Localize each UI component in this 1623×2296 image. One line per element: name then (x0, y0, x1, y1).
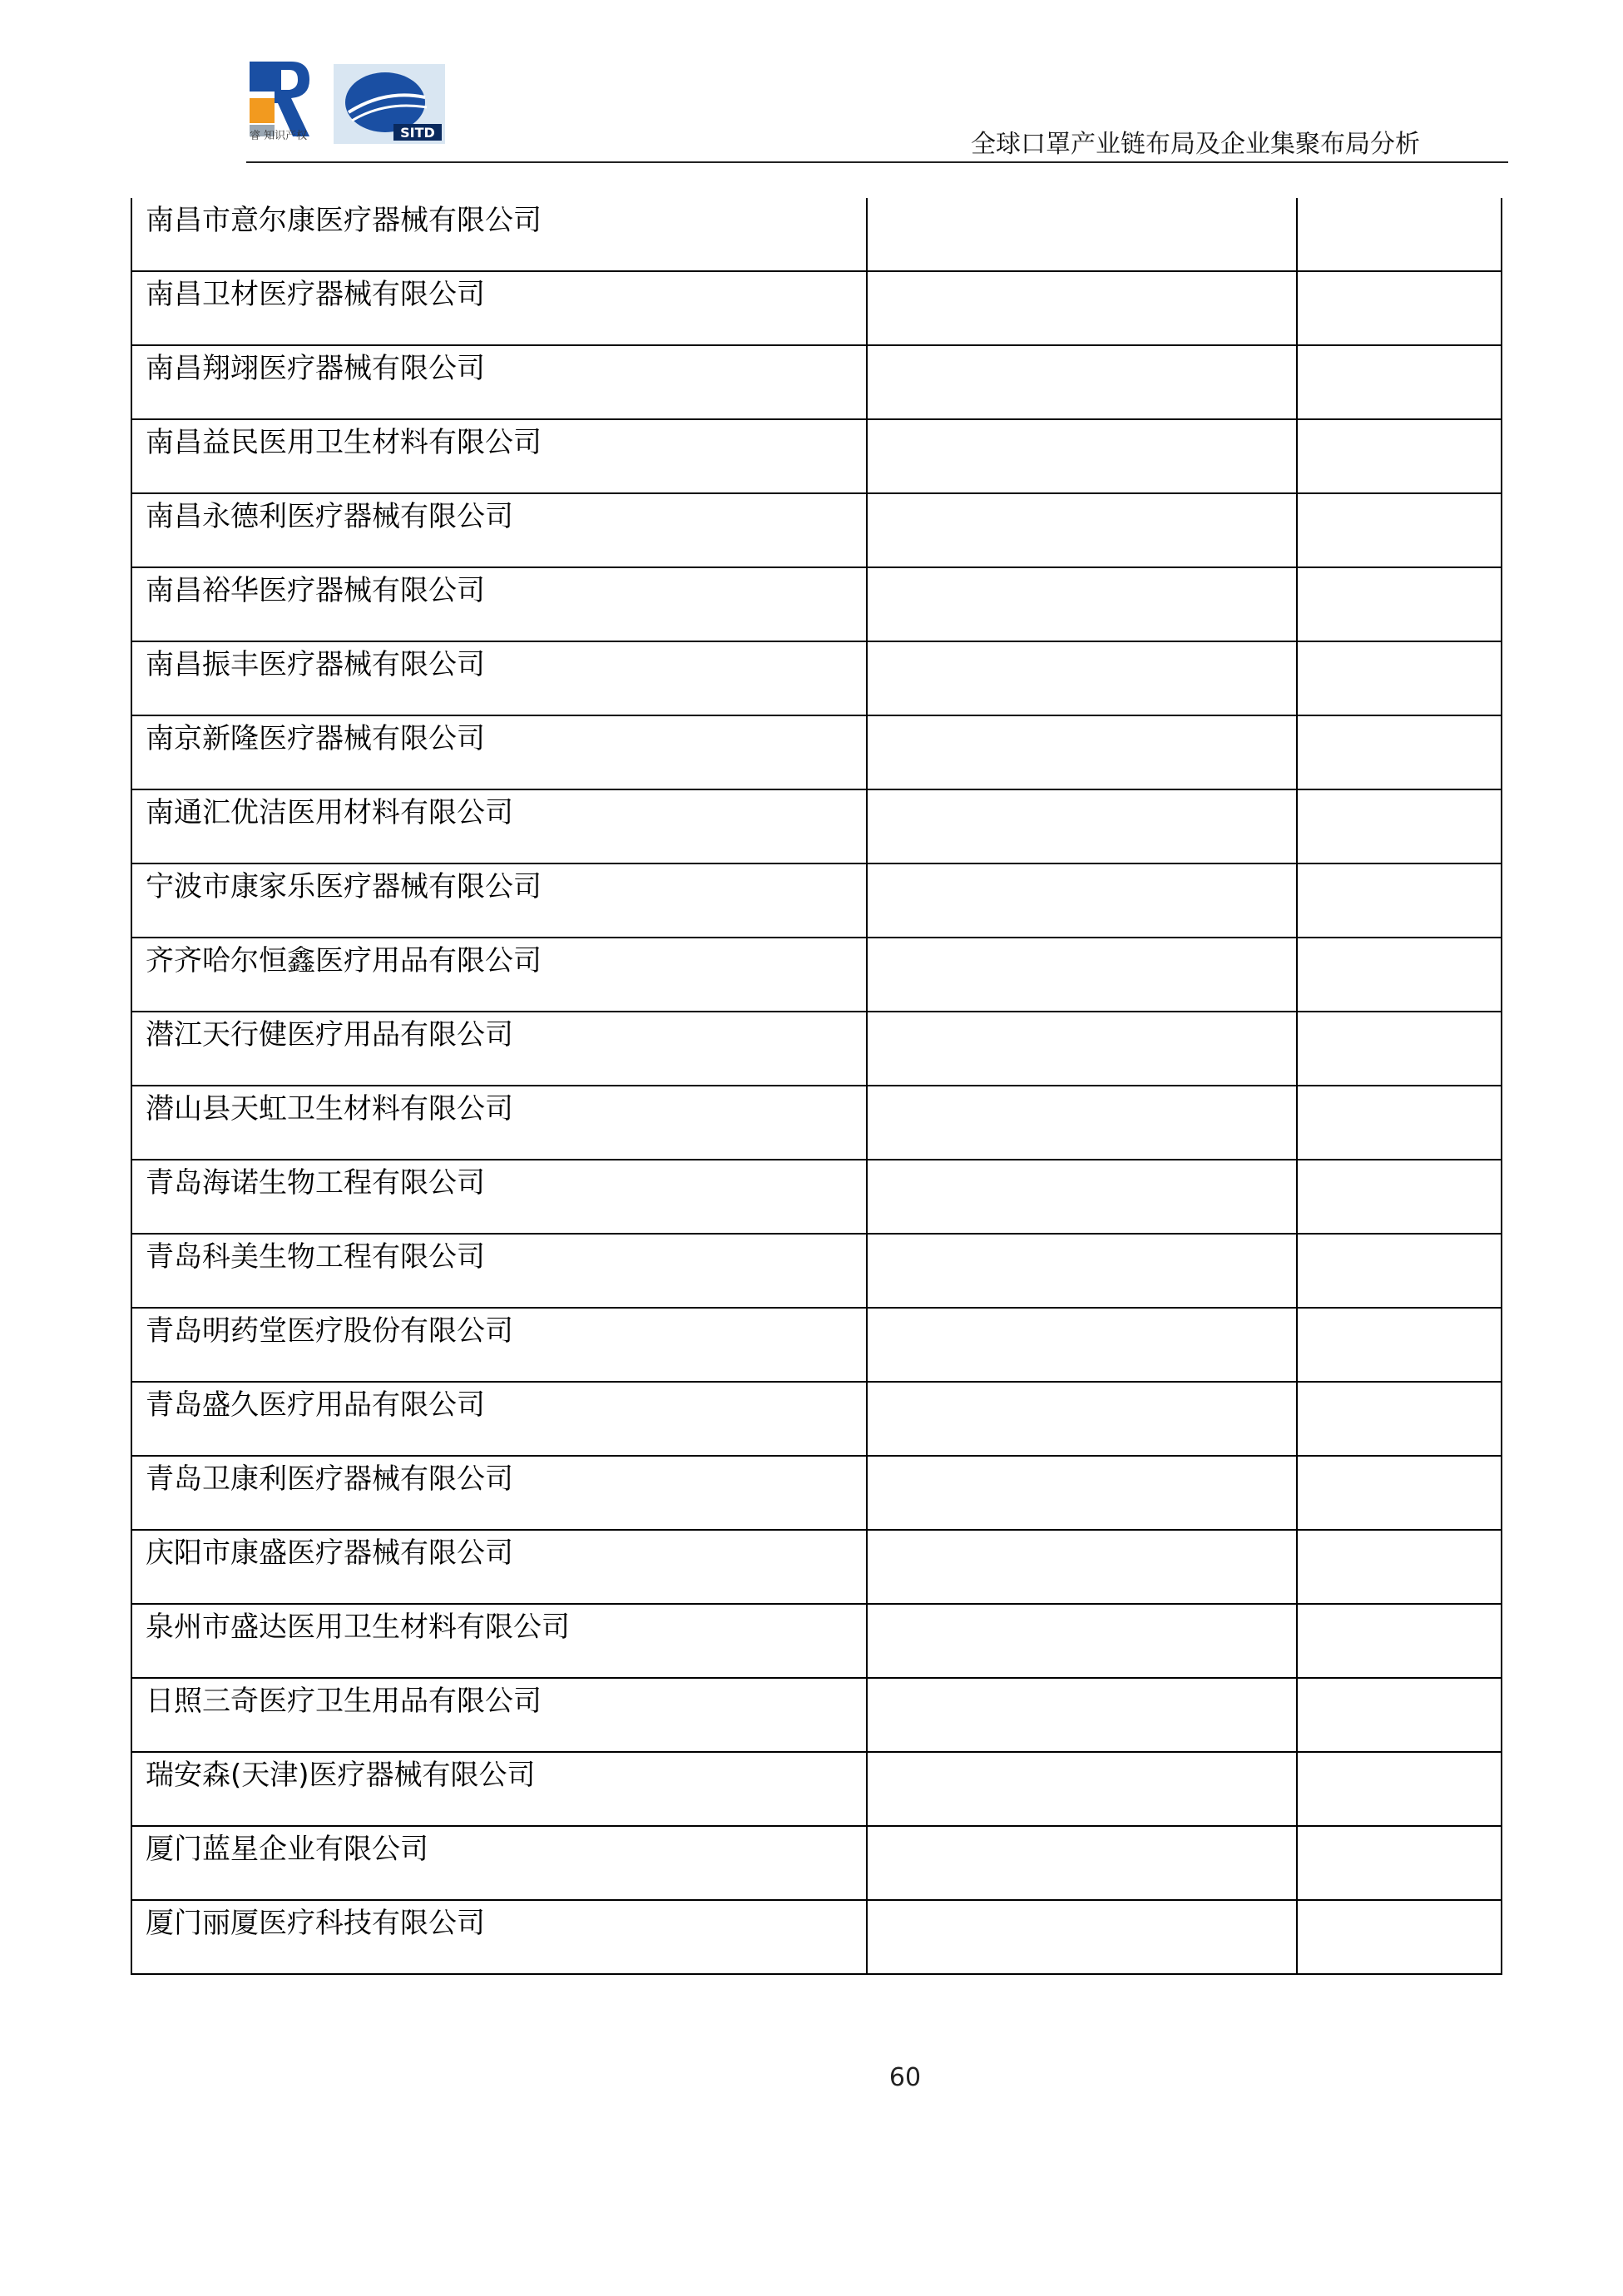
table-row (131, 1160, 1502, 1234)
empty-cell (1297, 1604, 1502, 1678)
company-name-cell: 南昌永德利医疗器械有限公司 (131, 493, 867, 567)
company-name-cell: 青岛海诺生物工程有限公司 (131, 1160, 867, 1234)
empty-cell (1297, 863, 1502, 938)
empty-cell (1297, 1012, 1502, 1086)
company-name-cell: 齐齐哈尔恒鑫医疗用品有限公司 (131, 938, 867, 1012)
company-name-cell: 厦门丽厦医疗科技有限公司 (131, 1900, 867, 1974)
header-divider (246, 161, 1508, 163)
empty-cell (867, 1826, 1297, 1900)
empty-cell (1297, 1086, 1502, 1160)
empty-cell (867, 863, 1297, 938)
table-row (131, 938, 1502, 1012)
empty-cell (1297, 1456, 1502, 1530)
company-name-cell: 南昌卫材医疗器械有限公司 (131, 271, 867, 345)
table-row (131, 715, 1502, 789)
empty-cell (1297, 715, 1502, 789)
empty-cell (867, 493, 1297, 567)
sitd-logo-text: SITD (400, 125, 435, 141)
empty-cell (867, 1456, 1297, 1530)
empty-cell (867, 567, 1297, 641)
empty-cell (1297, 271, 1502, 345)
company-table-body (131, 198, 1502, 1974)
empty-cell (867, 1752, 1297, 1826)
empty-cell (867, 1530, 1297, 1604)
empty-cell (1297, 1234, 1502, 1308)
empty-cell (867, 1234, 1297, 1308)
company-name-cell: 青岛卫康利医疗器械有限公司 (131, 1456, 867, 1530)
company-name-cell: 泉州市盛达医用卫生材料有限公司 (131, 1604, 867, 1678)
empty-cell (867, 641, 1297, 715)
table-row (131, 1530, 1502, 1604)
table-row (131, 789, 1502, 863)
table-row (131, 1086, 1502, 1160)
empty-cell (1297, 1160, 1502, 1234)
table-row (131, 419, 1502, 493)
table-row (131, 1382, 1502, 1456)
empty-cell (1297, 1530, 1502, 1604)
empty-cell (867, 1086, 1297, 1160)
header-title: 全球口罩产业链布局及企业集聚布局分析 (971, 130, 1420, 159)
table-row (131, 198, 1502, 271)
empty-cell (1297, 198, 1502, 271)
page-number: 60 (888, 2063, 922, 2092)
company-name-cell: 厦门蓝星企业有限公司 (131, 1826, 867, 1900)
company-name-cell: 南京新隆医疗器械有限公司 (131, 715, 867, 789)
table-row (131, 345, 1502, 419)
table-row (131, 1456, 1502, 1530)
empty-cell (867, 419, 1297, 493)
table-row (131, 567, 1502, 641)
company-name-cell: 瑞安森(天津)医疗器械有限公司 (131, 1752, 867, 1826)
company-name-cell: 南昌益民医用卫生材料有限公司 (131, 419, 867, 493)
table-row (131, 1752, 1502, 1826)
company-name-cell: 日照三奇医疗卫生用品有限公司 (131, 1678, 867, 1752)
empty-cell (1297, 1308, 1502, 1382)
sitd-logo (334, 64, 445, 144)
empty-cell (1297, 1382, 1502, 1456)
empty-cell (867, 715, 1297, 789)
company-name-cell: 南昌裕华医疗器械有限公司 (131, 567, 867, 641)
empty-cell (867, 1382, 1297, 1456)
empty-cell (867, 1900, 1297, 1974)
table-row (131, 271, 1502, 345)
table-row (131, 641, 1502, 715)
empty-cell (867, 1604, 1297, 1678)
company-name-cell: 南昌振丰医疗器械有限公司 (131, 641, 867, 715)
empty-cell (1297, 1678, 1502, 1752)
empty-cell (867, 938, 1297, 1012)
empty-cell (1297, 1752, 1502, 1826)
company-name-cell: 青岛科美生物工程有限公司 (131, 1234, 867, 1308)
company-name-cell: 青岛盛久医疗用品有限公司 (131, 1382, 867, 1456)
company-name-cell: 宁波市康家乐医疗器械有限公司 (131, 863, 867, 938)
empty-cell (1297, 789, 1502, 863)
empty-cell (867, 345, 1297, 419)
table-row (131, 1826, 1502, 1900)
empty-cell (867, 1012, 1297, 1086)
table-row (131, 1604, 1502, 1678)
table-row (131, 863, 1502, 938)
empty-cell (1297, 938, 1502, 1012)
logo-caption: 睿 知识产权 (250, 130, 308, 142)
table-row (131, 1678, 1502, 1752)
company-name-cell: 南通汇优洁医用材料有限公司 (131, 789, 867, 863)
table-row (131, 493, 1502, 567)
table-row (131, 1308, 1502, 1382)
company-name-cell: 青岛明药堂医疗股份有限公司 (131, 1308, 867, 1382)
empty-cell (1297, 1826, 1502, 1900)
company-table (131, 198, 1502, 1975)
table-row (131, 1900, 1502, 1974)
company-name-cell: 潜山县天虹卫生材料有限公司 (131, 1086, 867, 1160)
empty-cell (1297, 493, 1502, 567)
empty-cell (1297, 419, 1502, 493)
empty-cell (867, 789, 1297, 863)
table-row (131, 1234, 1502, 1308)
empty-cell (867, 1308, 1297, 1382)
company-name-cell: 南昌翔翊医疗器械有限公司 (131, 345, 867, 419)
company-name-cell: 南昌市意尔康医疗器械有限公司 (131, 198, 867, 271)
empty-cell (1297, 641, 1502, 715)
company-name-cell: 潜江天行健医疗用品有限公司 (131, 1012, 867, 1086)
empty-cell (867, 198, 1297, 271)
empty-cell (1297, 1900, 1502, 1974)
empty-cell (867, 271, 1297, 345)
empty-cell (1297, 345, 1502, 419)
empty-cell (867, 1678, 1297, 1752)
empty-cell (1297, 567, 1502, 641)
empty-cell (867, 1160, 1297, 1234)
company-name-cell: 庆阳市康盛医疗器械有限公司 (131, 1530, 867, 1604)
table-row (131, 1012, 1502, 1086)
